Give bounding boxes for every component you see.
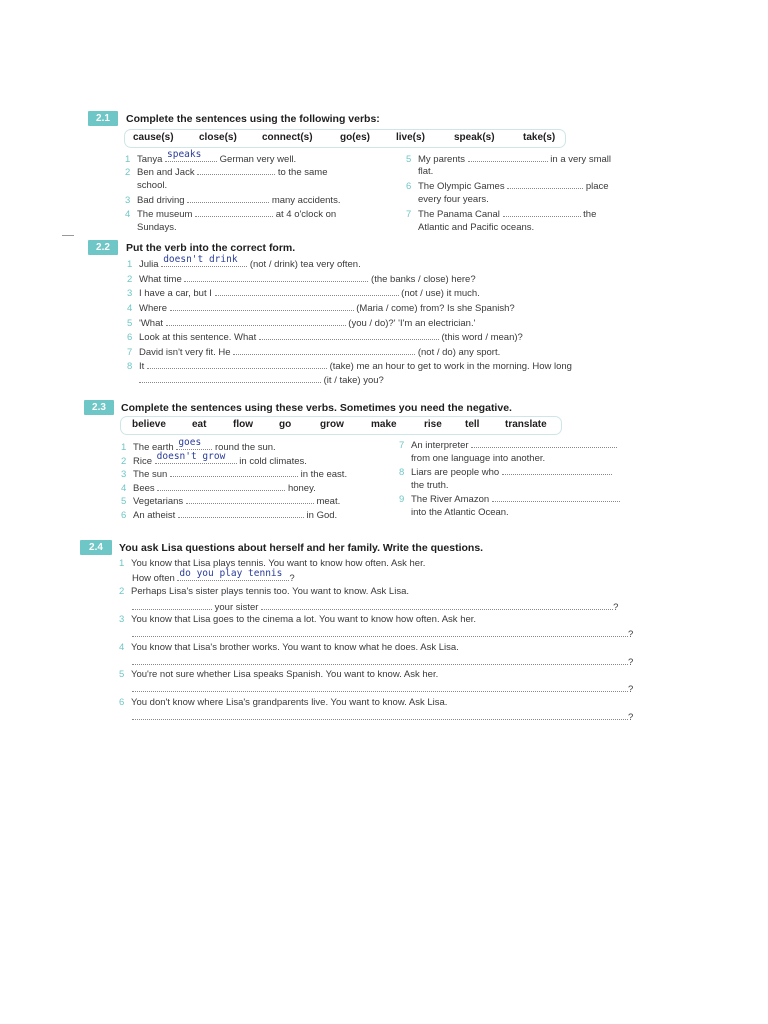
verb-chip: speak(s)	[454, 132, 495, 143]
verb-chip: go	[279, 419, 292, 430]
sentence-text: Sundays.	[137, 222, 177, 233]
handwritten-answer: doesn't grow	[156, 451, 226, 462]
answer-blank[interactable]	[178, 508, 304, 518]
item-number: 5	[121, 496, 127, 507]
sentence-line	[125, 165, 328, 179]
answer-line	[132, 710, 633, 724]
exercise-tag-2-1: 2.1	[88, 111, 118, 126]
handwritten-answer: doesn't drink	[163, 254, 238, 265]
verb-chip: live(s)	[396, 132, 425, 143]
sentence-line	[121, 467, 347, 481]
answer-blank[interactable]	[197, 165, 275, 175]
verb-chip: close(s)	[199, 132, 237, 143]
sentence-text: (not / do) any sport.	[417, 347, 501, 358]
margin-mark	[62, 235, 74, 236]
sentence-text: My parents	[418, 154, 465, 165]
item-number: 2	[127, 274, 133, 285]
item-number: 3	[119, 614, 125, 625]
prompt-text: Perhaps Lisa's sister plays tennis too. You want to know. Ask Lisa.	[131, 586, 410, 597]
item-number: 6	[121, 510, 127, 521]
sentence-text: The River Amazon	[411, 494, 490, 505]
verb-chip: make	[371, 419, 397, 430]
sentence-text: place	[585, 181, 609, 192]
sentence-line	[399, 465, 612, 479]
sentence-line	[121, 481, 316, 495]
answer-line	[132, 627, 633, 641]
verb-chip: tell	[465, 419, 480, 430]
answer-blank[interactable]	[157, 481, 285, 491]
item-number: 7	[406, 209, 412, 220]
sentence-line	[399, 438, 617, 452]
sentence-text: What time	[139, 274, 182, 285]
sentence-line	[399, 506, 509, 519]
question-prompt	[119, 641, 459, 654]
sentence-text: German very well.	[219, 154, 297, 165]
sentence-text: Where	[139, 303, 167, 314]
sentence-text: The earth	[133, 442, 174, 453]
answer-blank[interactable]	[502, 465, 612, 475]
question-prompt	[119, 585, 409, 598]
answer-blank[interactable]	[177, 568, 289, 581]
item-number: 4	[121, 483, 127, 494]
prompt-text: You know that Lisa goes to the cinema a lot. You want to know how often. Ask her.	[131, 614, 477, 625]
item-number: 9	[399, 494, 405, 505]
item-number: 4	[127, 303, 133, 314]
exercise-heading-2-1: Complete the sentences using the following verbs:	[126, 113, 380, 125]
sentence-text: 'What	[139, 318, 163, 329]
answer-blank[interactable]	[132, 600, 212, 610]
sentence-text: David isn't very fit. He	[139, 347, 231, 358]
verb-chip: translate	[505, 419, 547, 430]
answer-line	[132, 682, 633, 696]
item-number: 6	[406, 181, 412, 192]
answer-blank[interactable]	[170, 467, 298, 477]
question-mark: ?	[613, 602, 619, 613]
answer-blank[interactable]	[184, 272, 368, 282]
item-number: 4	[125, 209, 131, 220]
answer-blank[interactable]	[186, 494, 314, 504]
sentence-line	[406, 152, 611, 166]
answer-blank[interactable]	[166, 316, 346, 326]
answer-blank[interactable]	[261, 600, 613, 610]
sentence-line	[125, 207, 336, 221]
handwritten-answer: speaks	[167, 149, 202, 160]
answer-blank[interactable]	[161, 254, 247, 267]
exercise-tag-2-4: 2.4	[80, 540, 112, 555]
item-number: 5	[119, 669, 125, 680]
sentence-text: to the same	[277, 167, 328, 178]
answer-blank[interactable]	[195, 207, 273, 217]
answer-prefix: How often	[132, 573, 175, 584]
sentence-text: Liars are people who	[411, 467, 500, 478]
sentence-text: The museum	[137, 209, 193, 220]
sentence-text: (Maria / come) from? Is she Spanish?	[356, 303, 515, 314]
verb-chip: grow	[320, 419, 344, 430]
answer-blank[interactable]	[507, 179, 583, 189]
answer-line	[132, 655, 633, 669]
sentence-text: the truth.	[411, 480, 449, 491]
sentence-line	[125, 221, 177, 234]
item-number: 5	[406, 154, 412, 165]
answer-blank[interactable]	[215, 286, 399, 296]
handwritten-answer: do you play tennis	[179, 568, 283, 579]
item-number: 3	[121, 469, 127, 480]
sentence-text: every four years.	[418, 194, 489, 205]
answer-blank[interactable]	[132, 710, 628, 720]
sentence-text: (this word / mean)?	[441, 332, 523, 343]
question-mark: ?	[628, 712, 634, 723]
sentence-text: The sun	[133, 469, 168, 480]
sentence-text: in God.	[306, 510, 338, 521]
item-number: 2	[121, 456, 127, 467]
sentence-line	[127, 316, 475, 330]
verb-chip: connect(s)	[262, 132, 313, 143]
item-number: 5	[127, 318, 133, 329]
sentence-line	[399, 452, 545, 465]
sentence-line	[121, 494, 340, 508]
sentence-text: Julia	[139, 259, 159, 270]
sentence-text: Bees	[133, 483, 155, 494]
verb-chip: rise	[424, 419, 442, 430]
sentence-text: flat.	[418, 166, 434, 177]
answer-blank[interactable]	[139, 373, 321, 383]
exercise-heading-2-3: Complete the sentences using these verbs. Sometimes you need the negative.	[121, 402, 512, 414]
sentence-line	[399, 492, 620, 506]
sentence-text: An atheist	[133, 510, 176, 521]
sentence-text: school.	[137, 180, 168, 191]
sentence-line	[406, 179, 609, 193]
sentence-text: I have a car, but I	[139, 288, 212, 299]
sentence-line	[125, 179, 167, 192]
sentence-line	[121, 508, 337, 522]
sentence-line	[406, 207, 596, 221]
exercise-tag-2-2: 2.2	[88, 240, 118, 255]
sentence-text: many accidents.	[271, 195, 341, 206]
sentence-line	[127, 345, 500, 359]
prompt-text: You don't know where Lisa's grandparents live. You want to know. Ask Lisa.	[131, 697, 448, 708]
item-number: 8	[127, 361, 133, 372]
item-number: 1	[125, 154, 131, 165]
sentence-text: Tanya	[137, 154, 163, 165]
answer-blank[interactable]	[132, 682, 628, 692]
verb-chip: flow	[233, 419, 253, 430]
question-prompt	[119, 696, 447, 709]
sentence-text: honey.	[287, 483, 316, 494]
answer-blank[interactable]	[132, 655, 628, 665]
item-number: 4	[119, 642, 125, 653]
item-number: 3	[125, 195, 131, 206]
sentence-text: (take) me an hour to get to work in the morning. How long	[329, 361, 572, 372]
verb-chip: eat	[192, 419, 207, 430]
question-prompt	[119, 613, 476, 626]
prompt-text: You're not sure whether Lisa speaks Spanish. You want to know. Ask her.	[131, 669, 439, 680]
sentence-text: It	[139, 361, 145, 372]
item-number: 6	[119, 697, 125, 708]
sentence-text: in the east.	[300, 469, 348, 480]
sentence-line	[121, 451, 307, 468]
sentence-text: round the sun.	[214, 442, 276, 453]
sentence-line	[127, 272, 476, 286]
sentence-line	[127, 301, 515, 315]
verb-chip: go(es)	[340, 132, 370, 143]
sentence-line	[406, 221, 534, 234]
sentence-text: (not / use) it much.	[401, 288, 480, 299]
sentence-text: An interpreter	[411, 440, 469, 451]
answer-blank[interactable]	[503, 207, 581, 217]
answer-blank[interactable]	[233, 345, 415, 355]
question-mark: ?	[628, 657, 634, 668]
sentence-text: Bad driving	[137, 195, 185, 206]
answer-line	[132, 600, 618, 614]
item-number: 3	[127, 288, 133, 299]
answer-prefix: your sister	[214, 602, 259, 613]
sentence-text: in a very small	[550, 154, 611, 165]
answer-blank[interactable]	[187, 193, 269, 203]
sentence-text: Atlantic and Pacific oceans.	[418, 222, 535, 233]
handwritten-answer: goes	[178, 437, 202, 448]
sentence-text: The Panama Canal	[418, 209, 500, 220]
item-number: 1	[119, 558, 125, 569]
answer-blank[interactable]	[176, 437, 212, 450]
sentence-text: into the Atlantic Ocean.	[411, 507, 509, 518]
sentence-text: (you / do)?' 'I'm an electrician.'	[348, 318, 476, 329]
exercise-heading-2-2: Put the verb into the correct form.	[126, 242, 296, 254]
prompt-text: You know that Lisa plays tennis. You want to know how often. Ask her.	[131, 558, 426, 569]
sentence-line	[406, 193, 489, 206]
question-prompt	[119, 668, 438, 681]
sentence-line	[125, 149, 297, 166]
sentence-text: (the banks / close) here?	[371, 274, 476, 285]
answer-blank[interactable]	[471, 438, 617, 448]
exercise-heading-2-4: You ask Lisa questions about herself and her family. Write the questions.	[119, 542, 484, 554]
answer-blank[interactable]	[155, 451, 237, 464]
answer-blank[interactable]	[170, 301, 354, 311]
sentence-text: The Olympic Games	[418, 181, 505, 192]
answer-blank[interactable]	[259, 330, 439, 340]
answer-blank[interactable]	[492, 492, 620, 502]
answer-blank[interactable]	[165, 149, 217, 162]
verb-chip: cause(s)	[133, 132, 174, 143]
sentence-line	[127, 254, 361, 271]
prompt-text: You know that Lisa's brother works. You want to know what he does. Ask Lisa.	[131, 642, 459, 653]
sentence-line	[406, 165, 433, 178]
question-mark: ?	[289, 573, 295, 584]
sentence-text: at 4 o'clock on	[275, 209, 337, 220]
exercise-tag-2-3: 2.3	[84, 400, 114, 415]
item-number: 7	[399, 440, 405, 451]
question-mark: ?	[628, 684, 634, 695]
item-number: 7	[127, 347, 133, 358]
sentence-text: Ben and Jack	[137, 167, 195, 178]
sentence-text: (it / take) you?	[323, 375, 384, 386]
question-mark: ?	[628, 629, 634, 640]
sentence-text: Rice	[133, 456, 153, 467]
sentence-text: Look at this sentence. What	[139, 332, 257, 343]
sentence-text: meat.	[316, 496, 341, 507]
sentence-line	[127, 286, 480, 300]
verb-chip: take(s)	[523, 132, 556, 143]
sentence-line	[127, 359, 572, 373]
item-number: 1	[127, 259, 133, 270]
sentence-line	[127, 330, 523, 344]
verb-chip: believe	[132, 419, 166, 430]
item-number: 2	[119, 586, 125, 597]
sentence-text: in cold climates.	[239, 456, 307, 467]
answer-blank[interactable]	[468, 152, 548, 162]
sentence-text: Vegetarians	[133, 496, 184, 507]
sentence-line	[125, 193, 340, 207]
sentence-text: (not / drink) tea very often.	[249, 259, 361, 270]
item-number: 6	[127, 332, 133, 343]
sentence-text: from one language into another.	[411, 453, 546, 464]
item-number: 2	[125, 167, 131, 178]
item-number: 1	[121, 442, 127, 453]
sentence-text: the	[583, 209, 597, 220]
answer-line	[132, 568, 295, 585]
answer-blank[interactable]	[132, 627, 628, 637]
answer-blank[interactable]	[147, 359, 327, 369]
sentence-line	[399, 479, 449, 492]
sentence-line	[139, 373, 384, 387]
item-number: 8	[399, 467, 405, 478]
